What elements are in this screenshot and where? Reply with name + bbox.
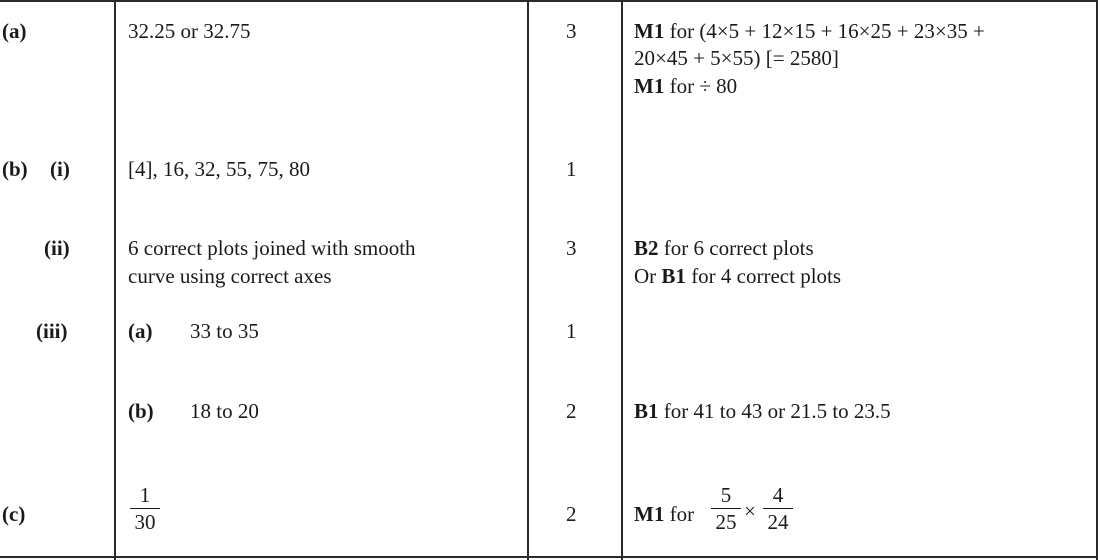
answer-c-fraction <box>130 484 160 533</box>
answer-b-ii-line1: 6 correct plots joined with smooth <box>128 236 416 260</box>
notes-text: for 6 correct plots <box>658 236 814 260</box>
mark-code: M1 <box>634 74 665 98</box>
notes-text: for ÷ 80 <box>664 74 738 98</box>
fraction-numerator: 4 <box>772 483 784 507</box>
part-label-a: (a) <box>2 19 27 43</box>
notes-c-fraction-1 <box>711 484 741 533</box>
mark-a: 3 <box>566 19 577 43</box>
column-divider-2 <box>527 0 529 560</box>
notes-b-iii-b <box>634 397 891 425</box>
mark-code: M1 <box>634 502 665 526</box>
fraction-denominator: 25 <box>715 510 737 535</box>
notes-prefix: Or <box>634 264 662 288</box>
fraction-denominator: 30 <box>134 510 156 535</box>
bottom-border <box>0 556 1098 558</box>
mark-b-i: 1 <box>566 157 577 181</box>
notes-a-line2: 20×45 + 5×55) [= 2580] <box>634 46 839 70</box>
notes-a-line3 <box>634 72 737 100</box>
mark-b-iii-a: 1 <box>566 319 577 343</box>
notes-text: for 41 to 43 or 21.5 to 23.5 <box>658 399 891 423</box>
mark-b-ii: 3 <box>566 236 577 260</box>
sub-sub-label-b: (b) <box>128 399 154 423</box>
notes-a-line1 <box>634 17 985 45</box>
column-divider-1 <box>114 0 116 560</box>
fraction-bar <box>763 508 793 509</box>
mark-b-iii-b: 2 <box>566 399 577 423</box>
column-divider-3 <box>621 0 623 560</box>
sub-label-iii: (iii) <box>36 319 68 343</box>
fraction-numerator: 5 <box>720 483 732 507</box>
mark-code: B1 <box>634 399 659 423</box>
notes-b-ii-line2 <box>634 262 841 290</box>
top-border <box>0 0 1098 2</box>
right-border <box>1096 0 1098 560</box>
answer-b-iii-b: 18 to 20 <box>190 399 259 423</box>
part-label-b: (b) <box>2 157 28 181</box>
notes-b-ii-line1 <box>634 234 814 262</box>
notes-c <box>634 500 694 528</box>
notes-c-fraction-2 <box>763 484 793 533</box>
answer-b-ii-line2: curve using correct axes <box>128 264 332 288</box>
fraction-numerator: 1 <box>139 483 151 507</box>
part-label-c: (c) <box>2 502 26 526</box>
notes-text: for 4 correct plots <box>685 264 842 288</box>
sub-label-i: (i) <box>50 157 70 181</box>
fraction-denominator: 24 <box>767 510 789 535</box>
times-sign: × <box>744 499 756 523</box>
mark-code: B2 <box>634 236 659 260</box>
notes-text: for (4×5 + 12×15 + 16×25 + 23×35 + <box>664 19 985 43</box>
mark-code: M1 <box>634 19 665 43</box>
sub-sub-label-a: (a) <box>128 319 153 343</box>
mark-code: B1 <box>661 264 686 288</box>
answer-b-i: [4], 16, 32, 55, 75, 80 <box>128 157 310 181</box>
fraction-bar <box>711 508 741 509</box>
fraction-bar <box>130 508 160 509</box>
answer-a: 32.25 or 32.75 <box>128 19 251 43</box>
sub-label-ii: (ii) <box>44 236 70 260</box>
notes-text: for <box>664 502 695 526</box>
answer-b-iii-a: 33 to 35 <box>190 319 259 343</box>
mark-c: 2 <box>566 502 577 526</box>
